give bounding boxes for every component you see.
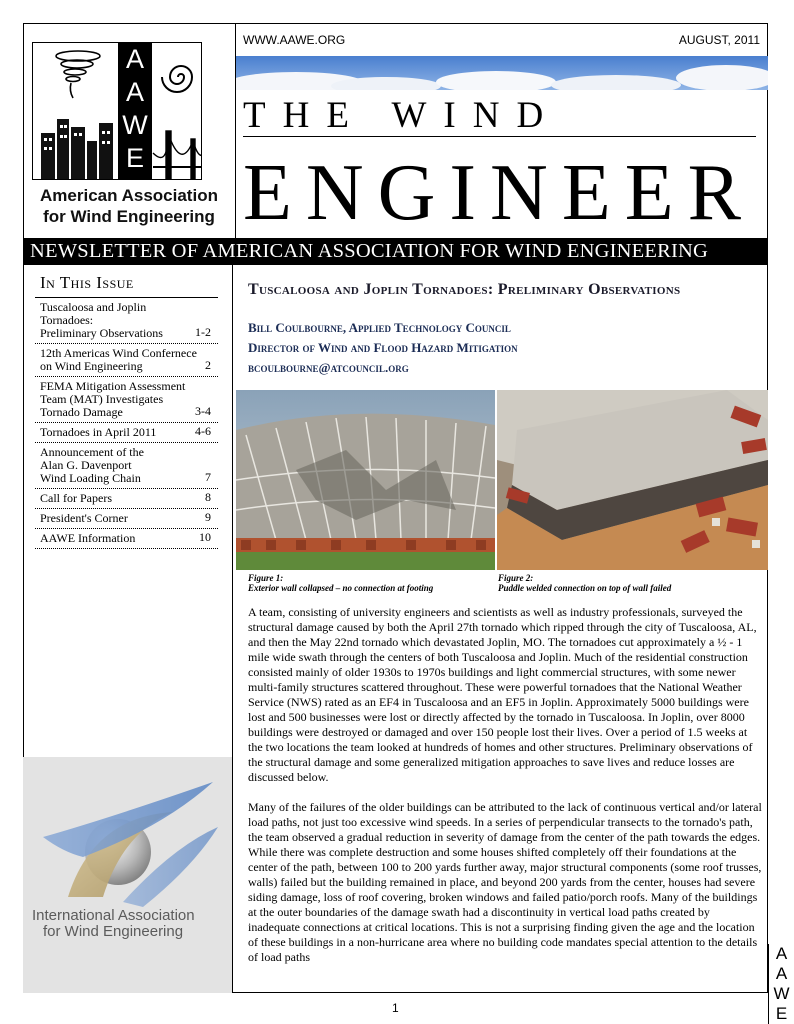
toc-item-title: Tuscaloosa and Joplin Tornadoes: Preliminary Observations xyxy=(40,300,163,340)
figure2-caption-text: Puddle welded connection on top of wall failed xyxy=(498,583,672,593)
toc-item[interactable] xyxy=(35,344,218,377)
hurricane-icon xyxy=(162,66,192,92)
toc-item[interactable] xyxy=(35,509,218,529)
logo-letter: E xyxy=(125,143,144,173)
bridge-icon xyxy=(153,131,202,179)
toc-item-page: 1-2 xyxy=(195,325,211,339)
iawe-swoosh-icon xyxy=(23,757,232,907)
toc-item[interactable] xyxy=(35,298,218,344)
logo-letter-column xyxy=(118,43,152,180)
toc-item-title: Tornadoes in April 2011 xyxy=(40,425,157,439)
iawe-name-line2: for Wind Engineering xyxy=(43,923,184,940)
toc-item-title: 12th Americas Wind Confernece on Wind Engineering xyxy=(40,346,197,373)
aawe-logo xyxy=(32,42,202,180)
article-paragraph: Many of the failures of the older buildings can be attributed to the lack of continuous vertical and/or lateral load paths, not just too excessive wind speeds. In a series of perpendicular transects to the tornado's path, the team observed a gradual reduction in severity of damage from the center of the path towards the edges. While there was complete destruction and some houses shifted completely off their foundations at the center of the path, between 100 to 200 yards further away, major structural components (some roof trusses, walls) failed but the building remained in place, and beyond 200 yards from the center, houses had severe siding damage, loss of roof covering, broken windows and failed patio/porch roofs. Many of the buildings at the outer boundaries of the damage swath had a discontinuity in vertical load paths created by inadequate connections at critical locations. This is not a surprising finding given the age and the location of these buildings in a non-hurricane area where no building code mandates special attention to the details of load paths xyxy=(248,800,762,964)
website-url[interactable]: WWW.AAWE.ORG xyxy=(243,33,346,47)
toc-title: In This Issue xyxy=(40,273,134,292)
page-number: 1 xyxy=(392,1001,399,1015)
toc-item-page: 2 xyxy=(205,358,211,372)
toc-item-page: 10 xyxy=(199,530,211,544)
article-byline xyxy=(248,318,518,378)
author-email[interactable]: bcoulbourne@atcouncil.org xyxy=(248,360,409,375)
toc-item-page: 3-4 xyxy=(195,404,211,418)
figure1-caption-text: Exterior wall collapsed – no connection at footing xyxy=(248,583,434,593)
iawe-name xyxy=(32,908,195,940)
toc-item[interactable] xyxy=(35,489,218,509)
toc-item-title: President's Corner xyxy=(40,511,128,525)
org-name-line2: for Wind Engineering xyxy=(43,207,215,226)
toc-item-page: 7 xyxy=(205,470,211,484)
toc-item[interactable] xyxy=(35,423,218,443)
article-body xyxy=(248,605,763,980)
newsletter-title-big: ENGINEER xyxy=(243,149,755,237)
logo-letter: A xyxy=(125,44,144,74)
toc-item-title: Call for Papers xyxy=(40,491,112,505)
figure2-label: Figure 2: xyxy=(498,573,534,583)
org-name-line1: American Association xyxy=(40,186,218,205)
skyline-icon xyxy=(41,119,113,179)
article-paragraph: A team, consisting of university engineers and scientists as well as industry professionals, surveyed the structural damage caused by both the April 27th tornado which ripped through the city of Tuscaloosa, AL, and then the May 22nd tornado which devastated Joplin, MO. The tornadoes cut approximately a ½ - 1 mile wide swath through the centers of both Tuscaloosa and Joplin. Much of the residential construction consisted mainly of older 1930s to 1970s buildings and light commercial structures, with some newer multi-family structures scattered throughout. These were powerful tornadoes that the National Weather Service (NWS) rated as an EF4 in Tuscaloosa and an EF5 in Joplin. Approximately 5000 buildings were lost and 500 businesses were lost or directly affected by the tornado in Tuscaloosa. In Joplin, over 8000 buildings were destroyed or damaged and over 150 people lost their lives. Over a period of 1.5 weeks at the two locations the team looked at hundreds of homes and other structures. Preliminary observations of the structural damage and some generalized mitigation approaches to save lives and reduce losses are discussed below. xyxy=(248,605,757,784)
toc-item-page: 4-6 xyxy=(195,424,211,438)
toc-item-title: AAWE Information xyxy=(40,531,136,545)
figure2-photo xyxy=(497,390,768,570)
newsletter-title-small: THE WIND xyxy=(243,95,561,136)
side-tab-letter: W xyxy=(773,984,790,1003)
sidebar xyxy=(23,265,233,993)
author-name: Bill Coulbourne, Applied Technology Council xyxy=(248,320,511,335)
issue-date: AUGUST, 2011 xyxy=(678,33,760,47)
sky-banner-image xyxy=(236,56,768,90)
figure1-label: Figure 1: xyxy=(248,573,284,583)
logo-letter: A xyxy=(125,77,144,107)
toc-item-page: 8 xyxy=(205,490,211,504)
logo-letter: W xyxy=(122,110,148,140)
side-tab-letter: A xyxy=(775,964,788,983)
aawe-side-tab xyxy=(768,944,794,1024)
figure2-caption xyxy=(498,573,671,593)
title-rule xyxy=(243,136,756,137)
side-tab-letter: A xyxy=(775,944,788,963)
newsletter-banner: NEWSLETTER OF AMERICAN ASSOCIATION FOR WIND ENGINEERING xyxy=(23,238,768,265)
tornado-icon xyxy=(56,51,100,98)
toc-item-title: FEMA Mitigation Assessment Team (MAT) Investigates Tornado Damage xyxy=(40,379,186,419)
toc-item-title: Announcement of the Alan G. Davenport Wind Loading Chain xyxy=(40,445,144,485)
side-tab-letter: E xyxy=(775,1004,788,1023)
toc-item-page: 9 xyxy=(205,510,211,524)
organization-name xyxy=(28,185,230,227)
iawe-logo xyxy=(23,757,232,993)
article-title: Tuscaloosa and Joplin Tornadoes: Preliminary Observations xyxy=(248,281,681,298)
figure1-photo xyxy=(236,390,495,570)
toc-list xyxy=(35,297,218,549)
toc-item[interactable] xyxy=(35,443,218,489)
iawe-name-line1: International Association xyxy=(32,907,195,924)
figure1-caption xyxy=(248,573,433,593)
toc-item[interactable] xyxy=(35,377,218,423)
toc-item[interactable] xyxy=(35,529,218,549)
author-position: Director of Wind and Flood Hazard Mitigation xyxy=(248,340,518,355)
